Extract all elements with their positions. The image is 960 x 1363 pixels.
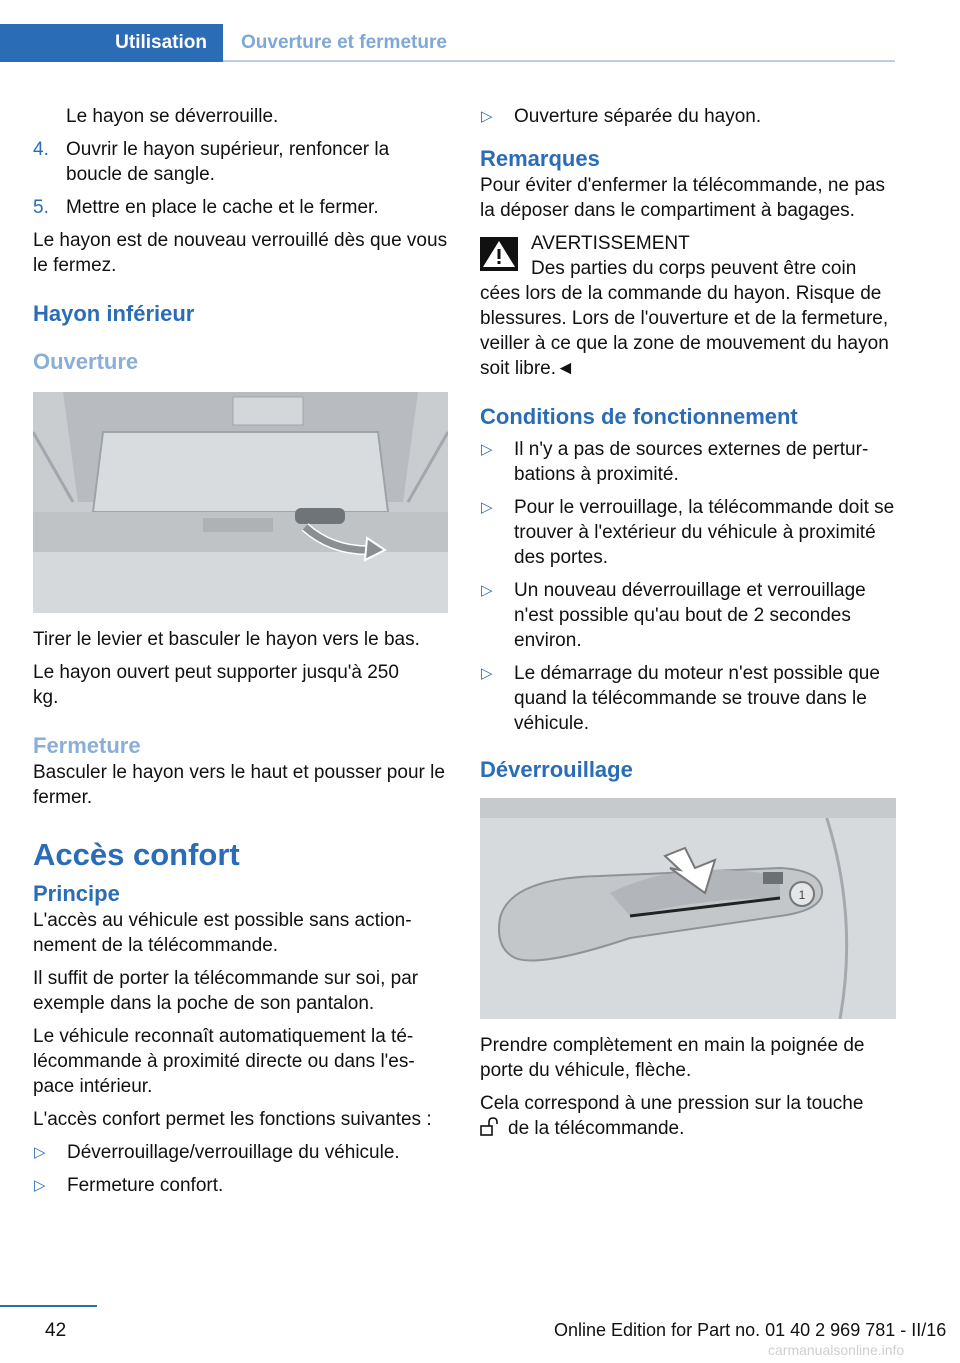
list-item bbox=[480, 437, 896, 487]
trunk-lower-tailgate-photo bbox=[33, 392, 448, 613]
list-item bbox=[480, 495, 896, 570]
triangle-bullet-icon: ▷ bbox=[34, 1177, 46, 1194]
principle-text-2: Il suffit de porter la télécommande sur soi, par exemple dans la poche de son pantalon. bbox=[33, 968, 419, 1014]
heading-conditions: Conditions de fonctionnement bbox=[480, 404, 798, 429]
door-handle-photo bbox=[480, 798, 896, 1019]
svg-text:1: 1 bbox=[798, 888, 806, 902]
heading-acces-confort: Accès confort bbox=[33, 837, 240, 872]
heading-fermeture: Fermeture bbox=[33, 733, 141, 758]
warning-triangle-icon bbox=[480, 237, 518, 271]
list-item bbox=[33, 1140, 448, 1165]
press-text-suffix: de la télécommande. bbox=[508, 1118, 685, 1139]
principle-text-1: L'accès au véhicule est possible sans actionnement de la télécommande. bbox=[33, 910, 412, 956]
list-item bbox=[480, 104, 896, 129]
principle-text-3: Le véhicule reconnaît automatiquement la télécommande à proximité directe ou dans l'espace intérieur. bbox=[33, 1026, 415, 1097]
tab-ouverture-fermeture[interactable]: Ouverture et fermeture bbox=[241, 32, 447, 53]
tab-utilisation[interactable]: Utilisation bbox=[0, 24, 223, 62]
warning-text-first-line: Des parties du corps peuvent être coin bbox=[531, 258, 857, 279]
list-item-text: Le démarrage du moteur n'est possible que quand la télécommande se trouve dans le véhicule. bbox=[514, 663, 880, 734]
footer-rule bbox=[0, 1305, 97, 1307]
heading-deverrouillage: Déverrouillage bbox=[480, 757, 633, 782]
watermark: carmanualsonline.info bbox=[768, 1342, 905, 1358]
trunk-illustration bbox=[33, 392, 448, 613]
edition-text: Online Edition for Part no. 01 40 2 969 781 - II/16 bbox=[554, 1320, 947, 1340]
right-column bbox=[480, 104, 896, 1149]
heading-remarques: Remarques bbox=[480, 146, 600, 171]
list-item bbox=[480, 661, 896, 736]
warning-text: cées lors de la commande du hayon. Risque de blessures. Lors de l'ouverture et de la fermeture, veiller à ce que la zone de mouvement du hayon soit libre.◄ bbox=[480, 283, 889, 379]
heading-principe: Principe bbox=[33, 881, 120, 906]
list-item-text: Pour le verrouillage, la télécommande doit se trouver à l'extérieur du véhicule à proximité des portes. bbox=[514, 497, 895, 568]
list-item-text: Il n'y a pas de sources externes de perturbations à proximité. bbox=[514, 439, 869, 485]
heading-ouverture: Ouverture bbox=[33, 349, 139, 374]
press-text-line-2 bbox=[480, 1116, 896, 1141]
door-handle-illustration bbox=[480, 798, 896, 1019]
warning-block bbox=[480, 231, 896, 281]
remarks-text: Pour éviter d'enfermer la télécommande, ne pas la déposer dans le compartiment à bagages. bbox=[480, 175, 885, 221]
principle-text-4: L'accès confort permet les fonctions suivantes : bbox=[33, 1109, 432, 1130]
step-3-continuation: Le hayon se déverrouille. bbox=[66, 106, 279, 127]
left-column bbox=[33, 104, 448, 1206]
step-number: 4. bbox=[33, 139, 49, 160]
list-item-text: Un nouveau déverrouillage et verrouillage n'est possible qu'au bout de 2 secondes environ. bbox=[514, 580, 866, 651]
heading-hayon-inferieur: Hayon inférieur bbox=[33, 301, 195, 326]
warning-title: AVERTISSEMENT bbox=[531, 233, 690, 254]
page-number: 42 bbox=[45, 1320, 67, 1341]
press-text-line-1: Cela correspond à une pression sur la touche bbox=[480, 1093, 864, 1114]
list-item bbox=[33, 1173, 448, 1198]
list-item-text: Déverrouillage/verrouillage du véhicule. bbox=[67, 1142, 400, 1163]
list-item bbox=[480, 578, 896, 653]
load-capacity-text: Le hayon ouvert peut supporter jusqu'à 250 kg. bbox=[33, 662, 399, 708]
list-item-text: Ouverture séparée du hayon. bbox=[514, 106, 762, 127]
step-text: Mettre en place le cache et le fermer. bbox=[66, 197, 379, 218]
unlock-padlock-icon bbox=[480, 1117, 502, 1137]
step-4 bbox=[33, 137, 448, 187]
list-item-text: Fermeture confort. bbox=[67, 1175, 224, 1196]
grip-text: Prendre complètement en main la poignée de porte du véhicule, flèche. bbox=[480, 1035, 865, 1081]
triangle-bullet-icon: ▷ bbox=[34, 1144, 46, 1161]
step-text: Ouvrir le hayon supérieur, renfoncer la boucle de sangle. bbox=[66, 139, 390, 185]
triangle-bullet-icon: ▷ bbox=[481, 499, 493, 516]
header-rule bbox=[223, 60, 895, 62]
step-5 bbox=[33, 195, 448, 220]
pull-lever-text: Tirer le levier et basculer le hayon vers le bas. bbox=[33, 629, 420, 650]
relock-text: Le hayon est de nouveau verrouillé dès que vous le fermez. bbox=[33, 230, 448, 276]
triangle-bullet-icon: ▷ bbox=[481, 441, 493, 458]
triangle-bullet-icon: ▷ bbox=[481, 665, 493, 682]
step-number: 5. bbox=[33, 197, 49, 218]
closing-text: Basculer le hayon vers le haut et pousser pour le fermer. bbox=[33, 762, 445, 808]
triangle-bullet-icon: ▷ bbox=[481, 582, 493, 599]
triangle-bullet-icon: ▷ bbox=[481, 108, 493, 125]
